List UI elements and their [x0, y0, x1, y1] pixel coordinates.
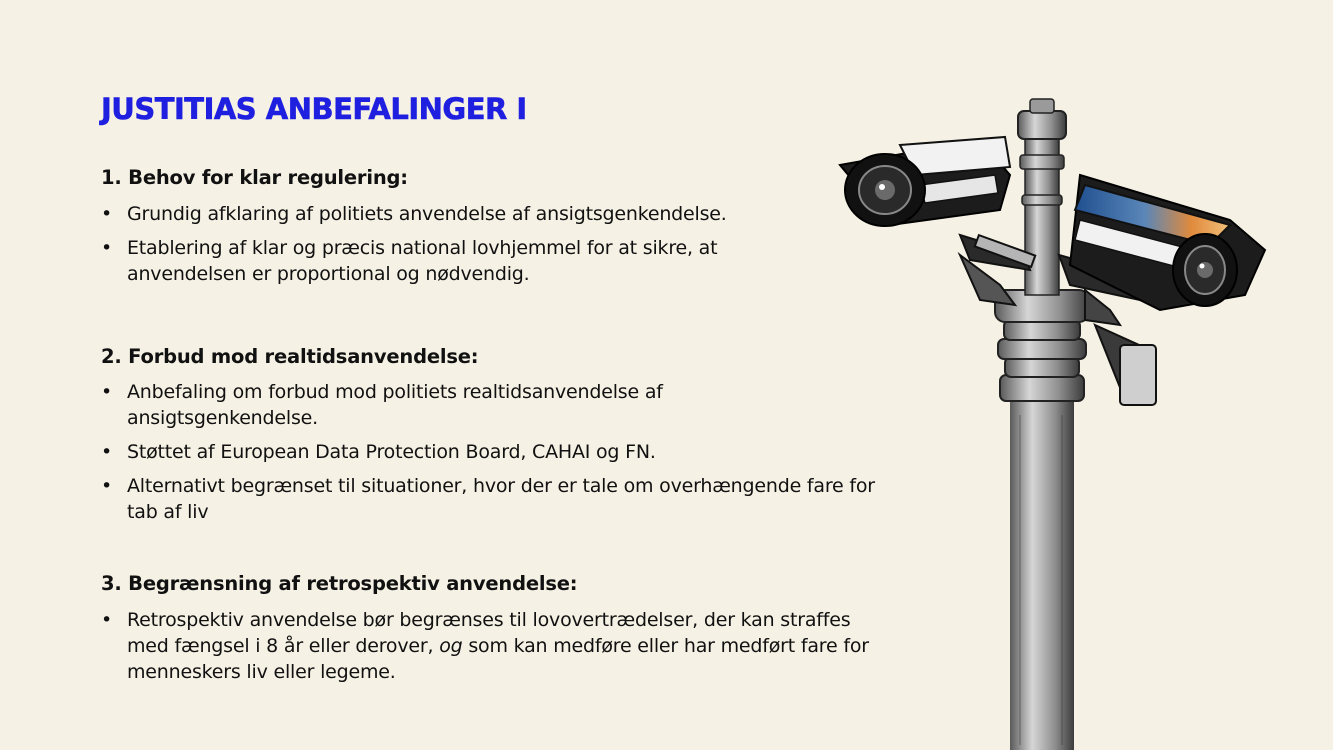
list-item — [101, 473, 891, 525]
bullet-text: Anbefaling om forbud mod politiets realtidsanvendelse af ansigtsgenkendelse. — [127, 381, 663, 429]
slide-title: JUSTITIAS ANBEFALINGER I — [101, 92, 527, 126]
bullet-list-2 — [101, 379, 891, 533]
list-item — [101, 439, 891, 465]
list-item — [101, 235, 801, 287]
bullet-glyph: • — [101, 441, 113, 463]
bullet-text: Alternativt begrænset til situationer, hvor der er tale om overhængende fare for tab af liv — [127, 475, 875, 523]
bullet-text: Etablering af klar og præcis national lovhjemmel for at sikre, at anvendelsen er proportional og nødvendig. — [127, 237, 718, 285]
pole — [995, 99, 1089, 750]
section-heading-1: 1. Behov for klar regulering: — [101, 166, 408, 189]
left-camera — [840, 137, 1010, 226]
bullet-glyph: • — [101, 475, 113, 497]
bullet-list-3 — [101, 607, 891, 693]
bullet-glyph: • — [101, 609, 113, 631]
bullet-glyph: • — [101, 237, 113, 259]
bullet-text-after: som kan medføre eller har medført fare for menneskers liv eller legeme. — [127, 635, 869, 683]
list-item — [101, 379, 891, 431]
section-heading-2: 2. Forbud mod realtidsanvendelse: — [101, 345, 479, 368]
bullet-list-1 — [101, 201, 801, 295]
bullet-text: Støttet af European Data Protection Board, CAHAI og FN. — [127, 441, 656, 463]
list-item — [101, 201, 801, 227]
section-heading-3: 3. Begrænsning af retrospektiv anvendelse: — [101, 572, 578, 595]
bullet-glyph: • — [101, 203, 113, 225]
bullet-text: Grundig afklaring af politiets anvendelse af ansigtsgenkendelse. — [127, 203, 727, 225]
surveillance-camera-pole-illustration — [830, 95, 1280, 750]
bullet-glyph: • — [101, 381, 113, 403]
bullet-text-emphasis: og — [439, 635, 463, 657]
list-item — [101, 607, 891, 685]
bullet-text-before: Retrospektiv anvendelse bør begrænses til lovovertrædelser, der kan straffes med fængsel i 8 år eller derover, — [127, 609, 851, 657]
